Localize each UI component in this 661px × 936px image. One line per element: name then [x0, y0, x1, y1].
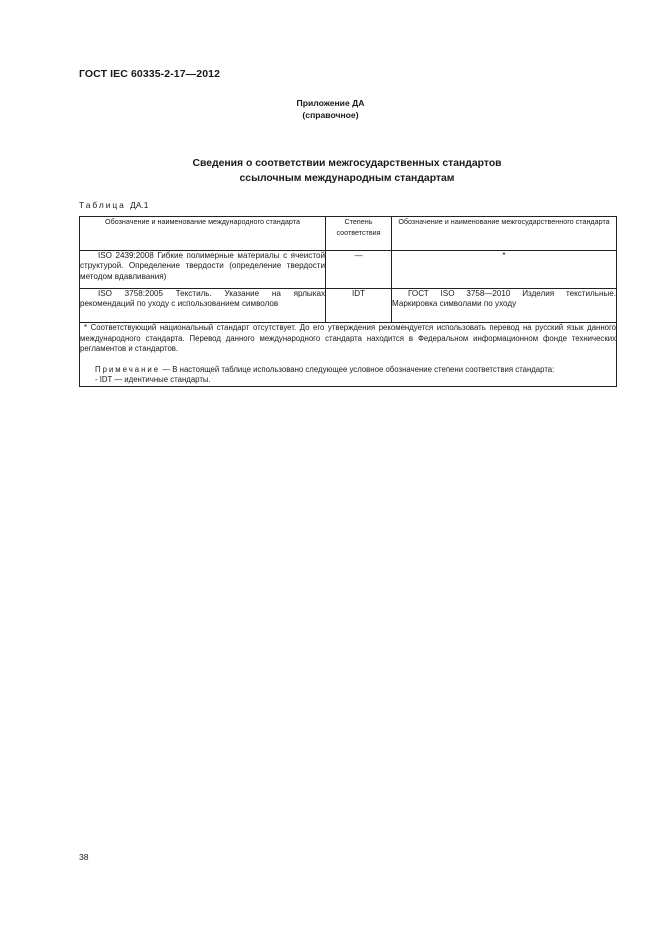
- note-label: Примечание: [95, 364, 161, 374]
- note-item: [80, 375, 616, 386]
- cell-international-standard: [80, 289, 326, 323]
- section-heading-line-2: ссылочным международным стандартам: [239, 173, 455, 184]
- cell-interstate-standard: [392, 289, 617, 323]
- column-header-degree: Степень соответствия: [326, 217, 392, 251]
- table-row: [80, 289, 617, 323]
- table-caption-number: ДА.1: [130, 200, 149, 210]
- annex-title: Приложение ДА: [296, 98, 365, 108]
- cell-international-standard: [80, 251, 326, 289]
- cell-text: ISO 2439:2008 Гибкие полимерные материалы с ячеистой структурой. Определение твердости (определение твердости методом вдавливания): [80, 251, 325, 281]
- column-header-interstate: Обозначение и наименование межгосударственного стандарта: [392, 217, 617, 251]
- cell-degree: —: [326, 251, 392, 289]
- cell-text: ГОСТ ISO 3758—2010 Изделия текстильные. Маркировка символами по уходу: [392, 289, 616, 309]
- correspondence-table: [79, 216, 617, 387]
- cell-interstate-standard: *: [392, 251, 617, 289]
- note-text: — В настоящей таблице использовано следующее условное обозначение степени соответствия стандарта:: [162, 364, 555, 374]
- table-notes-row: [80, 323, 617, 387]
- cell-text: ISO 3758:2005 Текстиль. Указание на ярлыках рекомендаций по уходу с использованием символов: [80, 289, 325, 309]
- table-header-row: [80, 217, 617, 251]
- column-header-international: Обозначение и наименование международного стандарта: [80, 217, 326, 251]
- table-notes: [80, 323, 617, 387]
- table-caption: [79, 200, 148, 210]
- table-footnote: [80, 323, 616, 355]
- table-note: [80, 365, 616, 376]
- section-heading-line-1: Сведения о соответствии межгосударственных стандартов: [192, 158, 502, 169]
- annex-subtitle: (справочное): [302, 110, 359, 120]
- table-row: [80, 251, 617, 289]
- page-number: 38: [79, 852, 89, 862]
- note-item-text: - IDT — идентичные стандарты.: [95, 375, 211, 385]
- document-code: ГОСТ IEC 60335-2-17—2012: [79, 68, 221, 80]
- table-caption-label: Таблица: [79, 200, 126, 210]
- cell-degree: IDT: [326, 289, 392, 323]
- footnote-text: * Соответствующий национальный стандарт отсутствует. До его утверждения рекомендуется использовать перевод на русский язык данного международного стандарта. Перевод данного международного стандарта находится в Федеральном информационном фонде технических регламентов и стандартов.: [80, 323, 616, 354]
